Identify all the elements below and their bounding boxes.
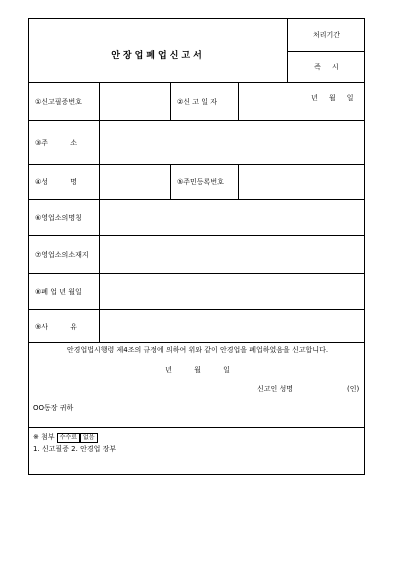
- column-divider: [170, 164, 171, 199]
- column-divider: [170, 82, 171, 120]
- row-divider: [29, 342, 364, 343]
- form-title: 안장업폐업신고서: [111, 51, 205, 61]
- closure-date-label: ⑧폐 업 년 월일: [35, 288, 82, 296]
- resident-number-label: ⑤주민등록번호: [177, 178, 224, 186]
- seal-mark: (인): [347, 385, 360, 393]
- row-divider: [29, 309, 364, 310]
- column-divider: [238, 164, 239, 199]
- fee-label: 수수료: [57, 433, 80, 443]
- closure-report-form: [28, 18, 365, 475]
- address-label: ③주 소: [35, 139, 78, 147]
- reason-label: ⑨사 유: [35, 323, 78, 331]
- attachment-items: 1. 신고필증 2. 안경업 장부: [33, 445, 117, 453]
- fee-value: 없음: [80, 433, 98, 443]
- addressee: OO동장 귀하: [33, 404, 74, 412]
- divider: [287, 51, 364, 52]
- row-divider: [29, 199, 364, 200]
- processing-period-value: 즉 시: [314, 63, 339, 71]
- attachment-row: [33, 433, 98, 443]
- row-divider: [29, 235, 364, 236]
- row-divider: [29, 164, 364, 165]
- report-number-label: ①신고필증번호: [35, 98, 82, 106]
- business-location-label: ⑦영업소의소재지: [35, 251, 89, 259]
- column-divider: [99, 82, 100, 342]
- report-date-slots: 년 월 일: [311, 94, 354, 102]
- business-name-label: ⑥영업소의명칭: [35, 214, 82, 222]
- name-label: ④성 명: [35, 178, 78, 186]
- report-date-label: ②신 고 일 자: [177, 98, 217, 106]
- row-divider: [29, 427, 364, 428]
- reporter-name-label: 신고인 성명: [257, 385, 294, 393]
- row-divider: [29, 120, 364, 121]
- column-divider: [238, 82, 239, 120]
- attachment-prefix: ※ 첨부: [33, 433, 55, 441]
- signature-date: 년 월 일: [165, 366, 230, 374]
- row-divider: [29, 273, 364, 274]
- declaration-text: 안경업법시행령 제4조의 규정에 의하여 위와 같이 안경업을 폐업하였음을 신고합니다.: [66, 346, 329, 354]
- processing-period-label: 처리기간: [312, 31, 341, 39]
- row-divider: [29, 82, 364, 83]
